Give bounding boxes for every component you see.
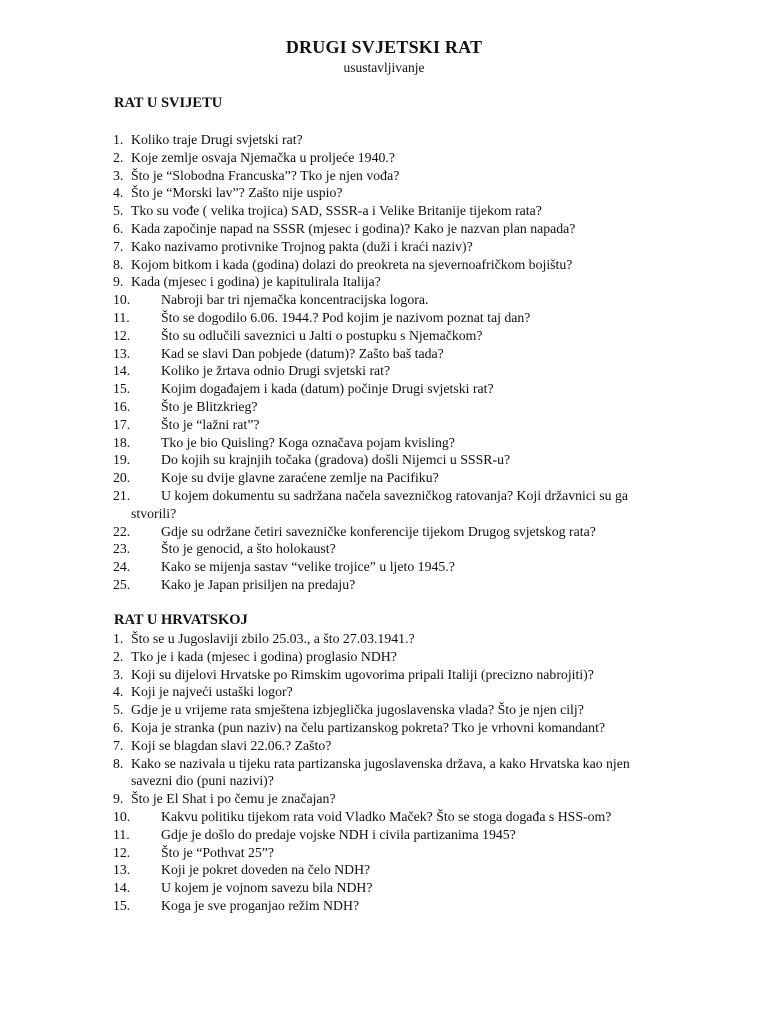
question-number: 1. bbox=[113, 132, 124, 147]
question-text: Koji je pokret doveden na čelo NDH? bbox=[161, 862, 371, 878]
world-question-15 bbox=[0, 380, 768, 398]
world-question-3 bbox=[0, 167, 768, 185]
croatia-question-3 bbox=[0, 666, 768, 684]
world-question-20 bbox=[0, 469, 768, 487]
question-number: 2. bbox=[113, 149, 124, 165]
question-number: 15. bbox=[113, 381, 131, 397]
question-text: Što je “lažni rat”? bbox=[161, 416, 260, 432]
question-number: 9. bbox=[113, 791, 124, 807]
question-text: Nabroji bar tri njemačka koncentracijska logora. bbox=[161, 292, 429, 308]
question-text: Što su odlučili saveznici u Jalti o postupku s Njemačkom? bbox=[161, 327, 483, 343]
question-number: 12. bbox=[113, 844, 131, 860]
croatia-question-5 bbox=[0, 701, 768, 719]
question-number: 18. bbox=[113, 434, 131, 450]
question-text: Tko je bio Quisling? Koga označava pojam kvisling? bbox=[161, 434, 455, 450]
question-number: 22. bbox=[113, 523, 131, 539]
question-text: Što se dogodilo 6.06. 1944.? Pod kojim je nazivom poznat taj dan? bbox=[161, 309, 531, 325]
question-number: 13. bbox=[113, 862, 131, 878]
question-number: 2. bbox=[113, 648, 124, 664]
world-question-9 bbox=[0, 273, 768, 291]
croatia-question-1 bbox=[0, 630, 768, 648]
question-text: Što je “Pothvat 25”? bbox=[161, 844, 275, 860]
world-question-18 bbox=[0, 434, 768, 452]
question-number: 6. bbox=[113, 220, 124, 236]
world-question-11 bbox=[0, 309, 768, 327]
section-heading-croatia: RAT U HRVATSKOJ bbox=[114, 612, 248, 628]
question-text: Koje su dvije glavne zaraćene zemlje na Pacifiku? bbox=[161, 470, 439, 486]
question-text: Što je “Slobodna Francuska”? Tko je njen vođa? bbox=[131, 167, 400, 183]
question-text: Koji su dijelovi Hrvatske po Rimskim ugovorima pripali Italiji (precizno nabrojiti)? bbox=[131, 666, 594, 682]
question-text: Kada započinje napad na SSSR (mjesec i godina)? Kako je nazvan plan napada? bbox=[131, 220, 576, 236]
croatia-question-11 bbox=[0, 826, 768, 844]
world-question-16 bbox=[0, 398, 768, 416]
question-number: 11. bbox=[113, 826, 130, 842]
world-question-24 bbox=[0, 558, 768, 576]
croatia-question-14 bbox=[0, 879, 768, 897]
question-number: 5. bbox=[113, 203, 124, 219]
question-text: Kakvu politiku tijekom rata void Vladko Maček? Što se stoga događa s HSS-om? bbox=[161, 808, 612, 824]
question-text: Kako se mijenja sastav “velike trojice” u ljeto 1945.? bbox=[161, 559, 455, 575]
question-number: 4. bbox=[113, 185, 124, 201]
world-question-25 bbox=[0, 576, 768, 594]
question-number: 23. bbox=[113, 541, 131, 557]
question-text: Do kojih su krajnjih točaka (gradova) došli Nijemci u SSSR-u? bbox=[161, 452, 511, 468]
question-number: 13. bbox=[113, 345, 131, 361]
croatia-question-6 bbox=[0, 719, 768, 737]
question-text: Gdje je u vrijeme rata smještena izbjeglička jugoslavenska vlada? Što je njen cilj? bbox=[131, 702, 584, 718]
question-text: Što je genocid, a što holokaust? bbox=[161, 541, 336, 557]
croatia-question-8 bbox=[0, 755, 768, 791]
croatia-question-2 bbox=[0, 648, 768, 666]
croatia-question-12 bbox=[0, 844, 768, 862]
croatia-question-10 bbox=[0, 808, 768, 826]
question-number: 8. bbox=[113, 256, 124, 272]
question-text: Što je Blitzkrieg? bbox=[161, 398, 258, 414]
world-question-2 bbox=[0, 149, 768, 167]
question-text: Što se u Jugoslaviji zbilo 25.03., a što 27.03.1941.? bbox=[131, 631, 415, 646]
question-text: Što je “Morski lav”? Zašto nije uspio? bbox=[131, 185, 343, 201]
croatia-question-13 bbox=[0, 861, 768, 879]
question-text: Gdje su održane četiri savezničke konferencije tijekom Drugog svjetskog rata? bbox=[161, 523, 596, 539]
question-number: 4. bbox=[113, 684, 124, 700]
world-question-23 bbox=[0, 540, 768, 558]
question-number: 14. bbox=[113, 363, 131, 379]
question-text: Koje zemlje osvaja Njemačka u proljeće 1940.? bbox=[131, 149, 395, 165]
question-text: Kako se nazivala u tijeku rata partizanska jugoslavenska država, a kako Hrvatska kao njen savezni dio (puni nazivi)? bbox=[131, 755, 630, 789]
question-number: 8. bbox=[113, 755, 124, 771]
document-subtitle: usustavljivanje bbox=[343, 60, 425, 75]
question-number: 1. bbox=[113, 631, 124, 646]
section-heading-world: RAT U SVIJETU bbox=[114, 95, 223, 111]
question-number: 24. bbox=[113, 559, 131, 575]
question-text: Koji je najveći ustaški logor? bbox=[131, 684, 293, 700]
question-text: Kako je Japan prisiljen na predaju? bbox=[161, 576, 356, 592]
question-text: Tko je i kada (mjesec i godina) proglasio NDH? bbox=[131, 648, 397, 664]
croatia-question-4 bbox=[0, 683, 768, 701]
question-text: U kojem je vojnom savezu bila NDH? bbox=[161, 880, 373, 896]
question-number: 7. bbox=[113, 737, 124, 753]
question-text: Kako nazivamo protivnike Trojnog pakta (duži i kraći naziv)? bbox=[131, 238, 473, 254]
question-number: 5. bbox=[113, 702, 124, 718]
question-text: Kada (mjesec i godina) je kapitulirala Italija? bbox=[131, 274, 381, 290]
question-number: 10. bbox=[113, 292, 131, 308]
world-question-13 bbox=[0, 345, 768, 363]
question-list-croatia bbox=[0, 630, 768, 915]
question-text: Koja je stranka (pun naziv) na čelu partizanskog pokreta? Tko je vrhovni komandant? bbox=[131, 719, 606, 735]
world-question-10 bbox=[0, 291, 768, 309]
document-title: DRUGI SVJETSKI RAT bbox=[285, 37, 483, 57]
question-text: Što je El Shat i po čemu je značajan? bbox=[131, 791, 336, 807]
question-text: Koga je sve proganjao režim NDH? bbox=[161, 897, 360, 913]
question-number: 7. bbox=[113, 238, 124, 254]
world-question-17 bbox=[0, 416, 768, 434]
world-question-1 bbox=[0, 131, 768, 149]
question-number: 12. bbox=[113, 327, 131, 343]
question-text: Koji se blagdan slavi 22.06.? Zašto? bbox=[131, 737, 332, 753]
question-number: 19. bbox=[113, 452, 131, 468]
question-number: 20. bbox=[113, 470, 131, 486]
world-question-7 bbox=[0, 238, 768, 256]
world-question-5 bbox=[0, 202, 768, 220]
croatia-question-15 bbox=[0, 897, 768, 915]
question-number: 10. bbox=[113, 808, 131, 824]
world-question-8 bbox=[0, 256, 768, 274]
world-question-4 bbox=[0, 184, 768, 202]
question-number: 17. bbox=[113, 416, 131, 432]
question-text: Kad se slavi Dan pobjede (datum)? Zašto baš tada? bbox=[161, 345, 444, 361]
question-text: U kojem dokumentu su sadržana načela savezničkog ratovanja? Koji državnici su ga stvorili? bbox=[131, 487, 629, 521]
croatia-question-7 bbox=[0, 737, 768, 755]
croatia-question-9 bbox=[0, 790, 768, 808]
world-question-6 bbox=[0, 220, 768, 238]
question-number: 11. bbox=[113, 309, 130, 325]
question-text: Tko su vođe ( velika trojica) SAD, SSSR-a i Velike Britanije tijekom rata? bbox=[131, 203, 542, 219]
question-text: Kojim događajem i kada (datum) počinje Drugi svjetski rat? bbox=[161, 381, 494, 397]
question-list-world bbox=[0, 131, 768, 594]
question-text: Koliko je žrtava odnio Drugi svjetski rat? bbox=[161, 363, 391, 379]
question-number: 14. bbox=[113, 880, 131, 896]
question-number: 3. bbox=[113, 167, 124, 183]
question-number: 15. bbox=[113, 897, 131, 913]
world-question-22 bbox=[0, 523, 768, 541]
question-number: 25. bbox=[113, 576, 131, 592]
question-text: Koliko traje Drugi svjetski rat? bbox=[131, 132, 303, 147]
world-question-14 bbox=[0, 362, 768, 380]
world-question-12 bbox=[0, 327, 768, 345]
question-number: 9. bbox=[113, 274, 124, 290]
world-question-21 bbox=[0, 487, 768, 523]
question-text: Gdje je došlo do predaje vojske NDH i civila partizanima 1945? bbox=[161, 826, 516, 842]
world-question-19 bbox=[0, 451, 768, 469]
question-text: Kojom bitkom i kada (godina) dolazi do preokreta na sjevernoafričkom bojištu? bbox=[131, 256, 573, 272]
question-number: 3. bbox=[113, 666, 124, 682]
question-number: 21. bbox=[113, 487, 131, 503]
question-number: 6. bbox=[113, 719, 124, 735]
question-number: 16. bbox=[113, 398, 131, 414]
